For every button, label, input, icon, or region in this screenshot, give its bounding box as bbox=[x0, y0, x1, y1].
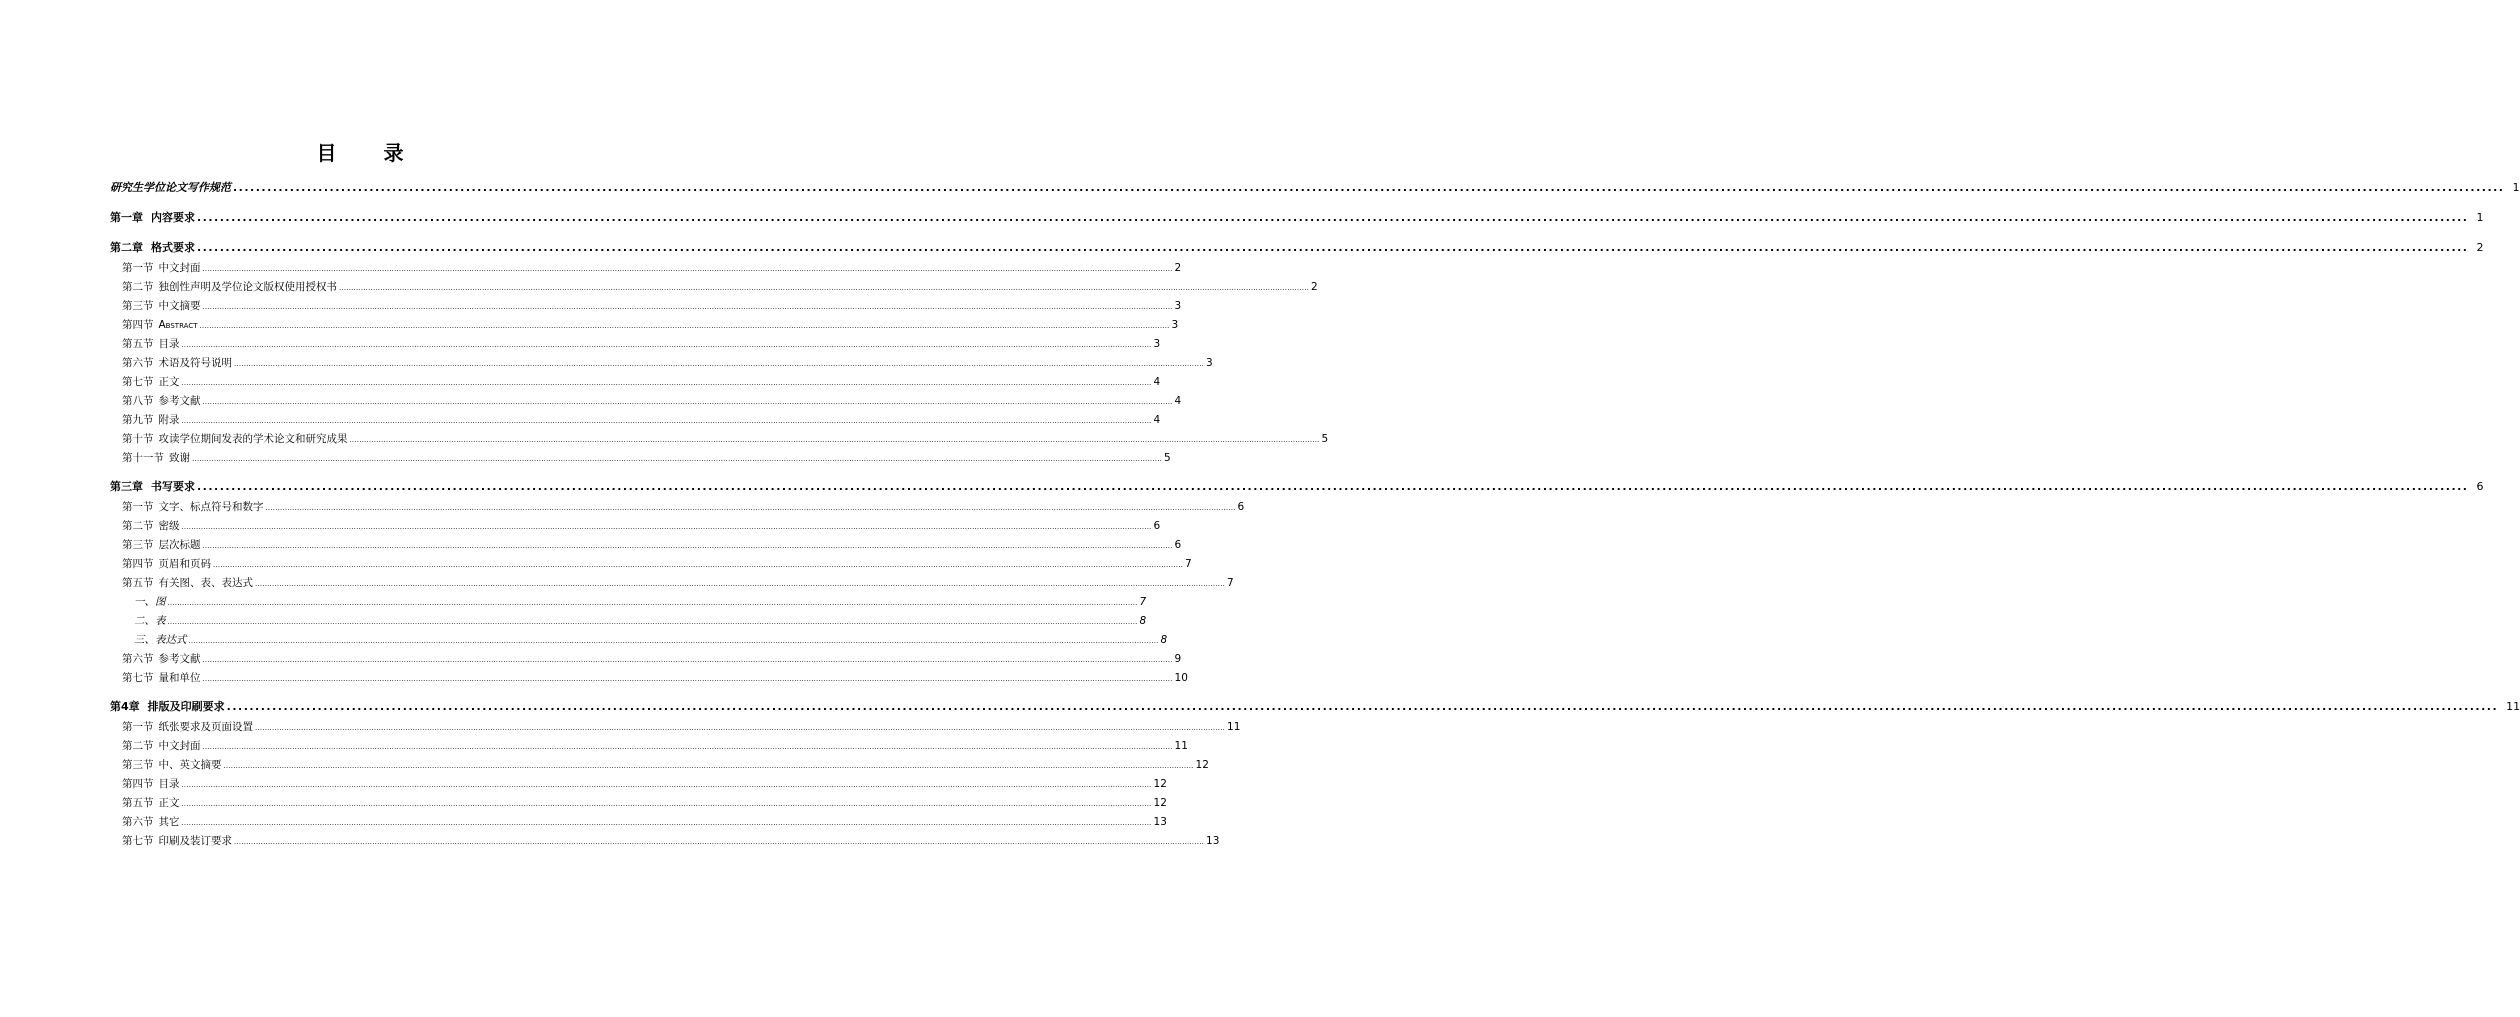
toc-section-entry[interactable] bbox=[110, 669, 1188, 688]
toc-section-entry[interactable] bbox=[110, 373, 1161, 392]
toc-entry-text: 表 bbox=[155, 615, 166, 627]
toc-section-entry[interactable] bbox=[110, 430, 1329, 449]
toc-entry-label bbox=[122, 278, 337, 297]
toc-entry-text: 研究生学位论文写作规范 bbox=[110, 181, 231, 194]
toc-entry-number: 第二节 bbox=[122, 520, 154, 532]
toc-chapter-entry[interactable] bbox=[110, 237, 2484, 259]
toc-entry-text: 纸张要求及页面设置 bbox=[158, 721, 253, 733]
toc-page-number: 13 bbox=[1206, 835, 1220, 847]
toc-entry-text: 术语及符号说明 bbox=[158, 357, 232, 369]
toc-entry-label bbox=[122, 813, 180, 832]
toc-entry-text: 目录 bbox=[158, 338, 180, 350]
toc-entry-label bbox=[122, 373, 180, 392]
toc-section-entry[interactable] bbox=[110, 411, 1161, 430]
toc-entry-label bbox=[122, 756, 222, 775]
toc-entry-text: 格式要求 bbox=[151, 241, 195, 254]
toc-page-number: 8 bbox=[1160, 634, 1168, 646]
toc-section-entry[interactable] bbox=[110, 278, 1318, 297]
toc-entry-text: 正文 bbox=[158, 376, 180, 388]
toc-entry-label bbox=[122, 498, 264, 517]
toc-entry-number: 第一节 bbox=[122, 501, 154, 513]
toc-leader-dots: ................................................................................................................................................................................................................................................................................................................................................................................................................ bbox=[234, 838, 1205, 846]
toc-page-number: 5 bbox=[1164, 452, 1171, 464]
toc-entry-number: 第十节 bbox=[122, 433, 154, 445]
toc-page-number: 6 bbox=[1174, 539, 1182, 551]
toc-entry-text: 正文 bbox=[158, 797, 180, 809]
toc-page-number: 11 bbox=[1227, 721, 1241, 733]
toc-entry-number: 第六节 bbox=[122, 357, 154, 369]
toc-leader-dots: ................................................................................................................................................................................................................................................................................................................................................................................................................ bbox=[339, 284, 1310, 292]
toc-leader-dots: ................................................................................................................................................................................................................................................................................................................................................................................................................ bbox=[233, 181, 2505, 194]
toc-leader-dots: ................................................................................................................................................................................................................................................................................................................................................................................................................ bbox=[202, 398, 1173, 406]
toc-entry-number: 第五节 bbox=[122, 338, 154, 350]
toc-page-number: 4 bbox=[1153, 376, 1161, 388]
toc-subsection-entry[interactable] bbox=[110, 631, 1168, 650]
toc-leader-dots: ................................................................................................................................................................................................................................................................................................................................................................................................................ bbox=[202, 303, 1173, 311]
toc-entry-text: 目录 bbox=[158, 778, 180, 790]
toc-entry-text: 文字、标点符号和数字 bbox=[158, 501, 264, 513]
toc-entry-text: 其它 bbox=[158, 816, 180, 828]
toc-entry-label bbox=[110, 476, 195, 498]
toc-leader-dots: ................................................................................................................................................................................................................................................................................................................................................................................................................ bbox=[192, 455, 1163, 463]
toc-entry-number: 第四节 bbox=[122, 778, 154, 790]
toc-leader-dots: ................................................................................................................................................................................................................................................................................................................................................................................................................ bbox=[167, 618, 1138, 626]
toc-entry-label bbox=[122, 650, 201, 669]
toc-entry-number: 第三章 bbox=[110, 480, 143, 493]
toc-leader-dots: ................................................................................................................................................................................................................................................................................................................................................................................................................ bbox=[255, 724, 1226, 732]
toc-page-number: 9 bbox=[1174, 653, 1182, 665]
toc-entry-text: 致谢 bbox=[169, 452, 190, 464]
toc-entry-text: 密级 bbox=[158, 520, 180, 532]
toc-leader-dots: ................................................................................................................................................................................................................................................................................................................................................................................................................ bbox=[197, 480, 2469, 493]
toc-entry-text: 图 bbox=[155, 596, 166, 608]
toc-entry-number: 第一节 bbox=[122, 262, 154, 274]
toc-page-number: 4 bbox=[1153, 414, 1161, 426]
toc-section-entry[interactable] bbox=[110, 498, 1245, 517]
toc-entry-number: 第四节 bbox=[122, 558, 154, 570]
toc-leader-dots: ................................................................................................................................................................................................................................................................................................................................................................................................................ bbox=[197, 211, 2469, 224]
toc-section-entry[interactable] bbox=[110, 756, 1209, 775]
toc-section-entry[interactable] bbox=[110, 555, 1192, 574]
toc-entry-text: 页眉和页码 bbox=[158, 558, 211, 570]
toc-entry-text: 有关图、表、表达式 bbox=[158, 577, 253, 589]
toc-entry-label bbox=[122, 669, 201, 688]
toc-entry-label bbox=[110, 696, 225, 718]
toc-entry-label bbox=[134, 612, 166, 631]
toc-entry-text: 印刷及装订要求 bbox=[158, 835, 232, 847]
toc-entry-number: 第七节 bbox=[122, 672, 154, 684]
toc-page-number: 11 bbox=[1174, 740, 1188, 752]
toc-page-number: 3 bbox=[1153, 338, 1161, 350]
toc-page-number: 1 bbox=[2476, 211, 2484, 224]
toc-gap bbox=[110, 229, 610, 235]
toc-section-entry[interactable] bbox=[110, 794, 1167, 813]
toc-entry-number: 第九节 bbox=[122, 414, 154, 426]
toc-section-entry[interactable] bbox=[110, 737, 1188, 756]
toc-entry-label bbox=[122, 449, 190, 468]
toc-entry-label bbox=[122, 354, 232, 373]
toc-page-number: 7 bbox=[1139, 596, 1147, 608]
toc-section-entry[interactable] bbox=[110, 813, 1167, 832]
toc-entry-label bbox=[134, 593, 166, 612]
toc-entry-number: 第二章 bbox=[110, 241, 143, 254]
toc-page-number: 7 bbox=[1227, 577, 1234, 589]
toc-section-entry[interactable] bbox=[110, 536, 1182, 555]
toc-entry-number: 第六节 bbox=[122, 816, 154, 828]
toc-entry-label bbox=[122, 794, 180, 813]
toc-entry-label bbox=[122, 832, 232, 851]
toc-leader-dots: ................................................................................................................................................................................................................................................................................................................................................................................................................ bbox=[234, 360, 1205, 368]
toc-entry-label bbox=[122, 775, 180, 794]
toc-section-entry[interactable] bbox=[110, 297, 1182, 316]
toc-entry-text: 中文封面 bbox=[158, 740, 201, 752]
toc-leader-dots: ................................................................................................................................................................................................................................................................................................................................................................................................................ bbox=[181, 819, 1152, 827]
toc-page-number: 8 bbox=[1139, 615, 1147, 627]
toc-page-number: 4 bbox=[1174, 395, 1182, 407]
toc-section-entry[interactable] bbox=[110, 650, 1182, 669]
toc-leader-dots: ................................................................................................................................................................................................................................................................................................................................................................................................................ bbox=[213, 561, 1184, 569]
toc-page-number: 5 bbox=[1321, 433, 1329, 445]
toc-entry-label bbox=[110, 177, 231, 199]
toc-leader-dots: ................................................................................................................................................................................................................................................................................................................................................................................................................ bbox=[188, 637, 1159, 645]
toc-leader-dots: ................................................................................................................................................................................................................................................................................................................................................................................................................ bbox=[181, 417, 1152, 425]
toc-page-number: 2 bbox=[1174, 262, 1182, 274]
toc-leader-dots: ................................................................................................................................................................................................................................................................................................................................................................................................................ bbox=[199, 322, 1170, 330]
toc-section-entry[interactable] bbox=[110, 775, 1167, 794]
toc-entry-label bbox=[122, 316, 198, 335]
toc-entry-label bbox=[122, 536, 201, 555]
toc-entry-number: 第三节 bbox=[122, 539, 154, 551]
toc-entry-text: 量和单位 bbox=[158, 672, 201, 684]
toc-entry-label bbox=[122, 517, 180, 536]
toc-leader-dots: ................................................................................................................................................................................................................................................................................................................................................................................................................ bbox=[202, 542, 1173, 550]
toc-leader-dots: ................................................................................................................................................................................................................................................................................................................................................................................................................ bbox=[167, 599, 1138, 607]
toc-entry-number: 第三节 bbox=[122, 759, 154, 771]
toc-chapter-entry[interactable] bbox=[110, 207, 2484, 229]
toc-entry-text: 独创性声明及学位论文版权使用授权书 bbox=[158, 281, 337, 293]
toc-entry-text: 中文摘要 bbox=[158, 300, 201, 312]
toc-entry-text: 参考文献 bbox=[158, 653, 201, 665]
toc-entry-label bbox=[134, 631, 187, 650]
table-of-contents bbox=[110, 175, 2520, 851]
toc-entry-label bbox=[122, 718, 253, 737]
toc-page-number: 1 bbox=[2512, 181, 2520, 194]
toc-page-number: 6 bbox=[1153, 520, 1161, 532]
toc-leader-dots: ................................................................................................................................................................................................................................................................................................................................................................................................................ bbox=[202, 656, 1173, 664]
toc-leader-dots: ................................................................................................................................................................................................................................................................................................................................................................................................................ bbox=[197, 241, 2469, 254]
toc-chapter-entry[interactable] bbox=[110, 696, 2520, 718]
toc-leader-dots: ................................................................................................................................................................................................................................................................................................................................................................................................................ bbox=[202, 675, 1173, 683]
page-title: 目 录 bbox=[316, 141, 424, 165]
toc-leader-dots: ................................................................................................................................................................................................................................................................................................................................................................................................................ bbox=[223, 762, 1194, 770]
toc-section-entry[interactable] bbox=[110, 574, 1234, 593]
toc-section-entry[interactable] bbox=[110, 718, 1241, 737]
toc-entry-label bbox=[110, 237, 195, 259]
toc-section-entry[interactable] bbox=[110, 316, 1179, 335]
toc-entry-label bbox=[122, 335, 180, 354]
toc-entry-label bbox=[122, 737, 201, 756]
toc-page-number: 3 bbox=[1206, 357, 1213, 369]
toc-entry-label bbox=[122, 411, 180, 430]
toc-page-number: 3 bbox=[1171, 319, 1179, 331]
toc-entry-text: 表达式 bbox=[155, 634, 187, 646]
toc-entry-label bbox=[122, 555, 211, 574]
toc-entry-text: 中文封面 bbox=[158, 262, 201, 274]
toc-subsection-entry[interactable] bbox=[110, 612, 1147, 631]
toc-entry-text: 排版及印刷要求 bbox=[147, 700, 225, 713]
toc-entry-number: 第七节 bbox=[122, 376, 154, 388]
toc-entry-text: 层次标题 bbox=[158, 539, 201, 551]
toc-entry-number: 一、 bbox=[134, 596, 155, 608]
toc-leader-dots: ................................................................................................................................................................................................................................................................................................................................................................................................................ bbox=[255, 580, 1226, 588]
toc-leader-dots: ................................................................................................................................................................................................................................................................................................................................................................................................................ bbox=[265, 504, 1236, 512]
toc-entry-number: 第三节 bbox=[122, 300, 154, 312]
toc-page-number: 12 bbox=[1153, 778, 1167, 790]
toc-leader-dots: ................................................................................................................................................................................................................................................................................................................................................................................................................ bbox=[181, 781, 1152, 789]
toc-entry-number: 第一节 bbox=[122, 721, 154, 733]
toc-section-entry[interactable] bbox=[110, 335, 1161, 354]
toc-entry-label bbox=[110, 207, 195, 229]
toc-page-number: 13 bbox=[1153, 816, 1167, 828]
toc-page-number: 11 bbox=[2506, 700, 2520, 713]
toc-entry-number: 第五节 bbox=[122, 797, 154, 809]
toc-leader-dots: ................................................................................................................................................................................................................................................................................................................................................................................................................ bbox=[226, 700, 2499, 713]
toc-leader-dots: ................................................................................................................................................................................................................................................................................................................................................................................................................ bbox=[202, 265, 1173, 273]
toc-entry-number: 三、 bbox=[134, 634, 155, 646]
toc-chapter-entry[interactable] bbox=[110, 476, 2484, 498]
toc-entry-number: 第一章 bbox=[110, 211, 143, 224]
toc-entry-text: 中、英文摘要 bbox=[158, 759, 222, 771]
toc-entry-label bbox=[122, 430, 348, 449]
toc-entry-label bbox=[122, 392, 201, 411]
toc-entry-label bbox=[122, 297, 201, 316]
toc-section-entry[interactable] bbox=[110, 517, 1161, 536]
toc-entry-text: 附录 bbox=[158, 414, 180, 426]
toc-page-number: 10 bbox=[1174, 672, 1188, 684]
toc-entry-label bbox=[122, 259, 201, 278]
toc-leader-dots: ................................................................................................................................................................................................................................................................................................................................................................................................................ bbox=[181, 341, 1152, 349]
toc-page-number: 7 bbox=[1185, 558, 1192, 570]
toc-page-number: 3 bbox=[1174, 300, 1182, 312]
toc-page-number: 12 bbox=[1153, 797, 1167, 809]
toc-page-number: 6 bbox=[2476, 480, 2484, 493]
toc-chapter-entry[interactable] bbox=[110, 177, 2520, 199]
toc-entry-text: 参考文献 bbox=[158, 395, 201, 407]
toc-entry-text: 攻读学位期间发表的学术论文和研究成果 bbox=[158, 433, 348, 445]
toc-entry-text: 内容要求 bbox=[151, 211, 195, 224]
toc-section-entry[interactable] bbox=[110, 449, 1171, 468]
toc-entry-number: 第十一节 bbox=[122, 452, 164, 464]
toc-leader-dots: ................................................................................................................................................................................................................................................................................................................................................................................................................ bbox=[181, 800, 1152, 808]
toc-entry-number: 第二节 bbox=[122, 740, 154, 752]
toc-entry-text: 书写要求 bbox=[151, 480, 195, 493]
toc-section-entry[interactable] bbox=[110, 259, 1182, 278]
toc-entry-number: 第二节 bbox=[122, 281, 154, 293]
toc-entry-number: 第七节 bbox=[122, 835, 154, 847]
toc-entry-number: 第4章 bbox=[110, 700, 140, 713]
toc-entry-label bbox=[122, 574, 253, 593]
toc-subsection-entry[interactable] bbox=[110, 593, 1147, 612]
toc-entry-number: 第五节 bbox=[122, 577, 154, 589]
toc-entry-text: Abstract bbox=[158, 319, 198, 331]
toc-leader-dots: ................................................................................................................................................................................................................................................................................................................................................................................................................ bbox=[181, 379, 1152, 387]
toc-section-entry[interactable] bbox=[110, 354, 1213, 373]
toc-entry-number: 第六节 bbox=[122, 653, 154, 665]
toc-page-number: 2 bbox=[2476, 241, 2484, 254]
toc-leader-dots: ................................................................................................................................................................................................................................................................................................................................................................................................................ bbox=[202, 743, 1173, 751]
toc-page-number: 6 bbox=[1237, 501, 1245, 513]
toc-section-entry[interactable] bbox=[110, 392, 1182, 411]
toc-gap bbox=[110, 199, 610, 205]
toc-page-number: 2 bbox=[1311, 281, 1318, 293]
toc-entry-number: 二、 bbox=[134, 615, 155, 627]
toc-entry-number: 第八节 bbox=[122, 395, 154, 407]
toc-leader-dots: ................................................................................................................................................................................................................................................................................................................................................................................................................ bbox=[181, 523, 1152, 531]
toc-entry-number: 第四节 bbox=[122, 319, 154, 331]
toc-leader-dots: ................................................................................................................................................................................................................................................................................................................................................................................................................ bbox=[349, 436, 1320, 444]
toc-section-entry[interactable] bbox=[110, 832, 1220, 851]
toc-page-number: 12 bbox=[1195, 759, 1209, 771]
